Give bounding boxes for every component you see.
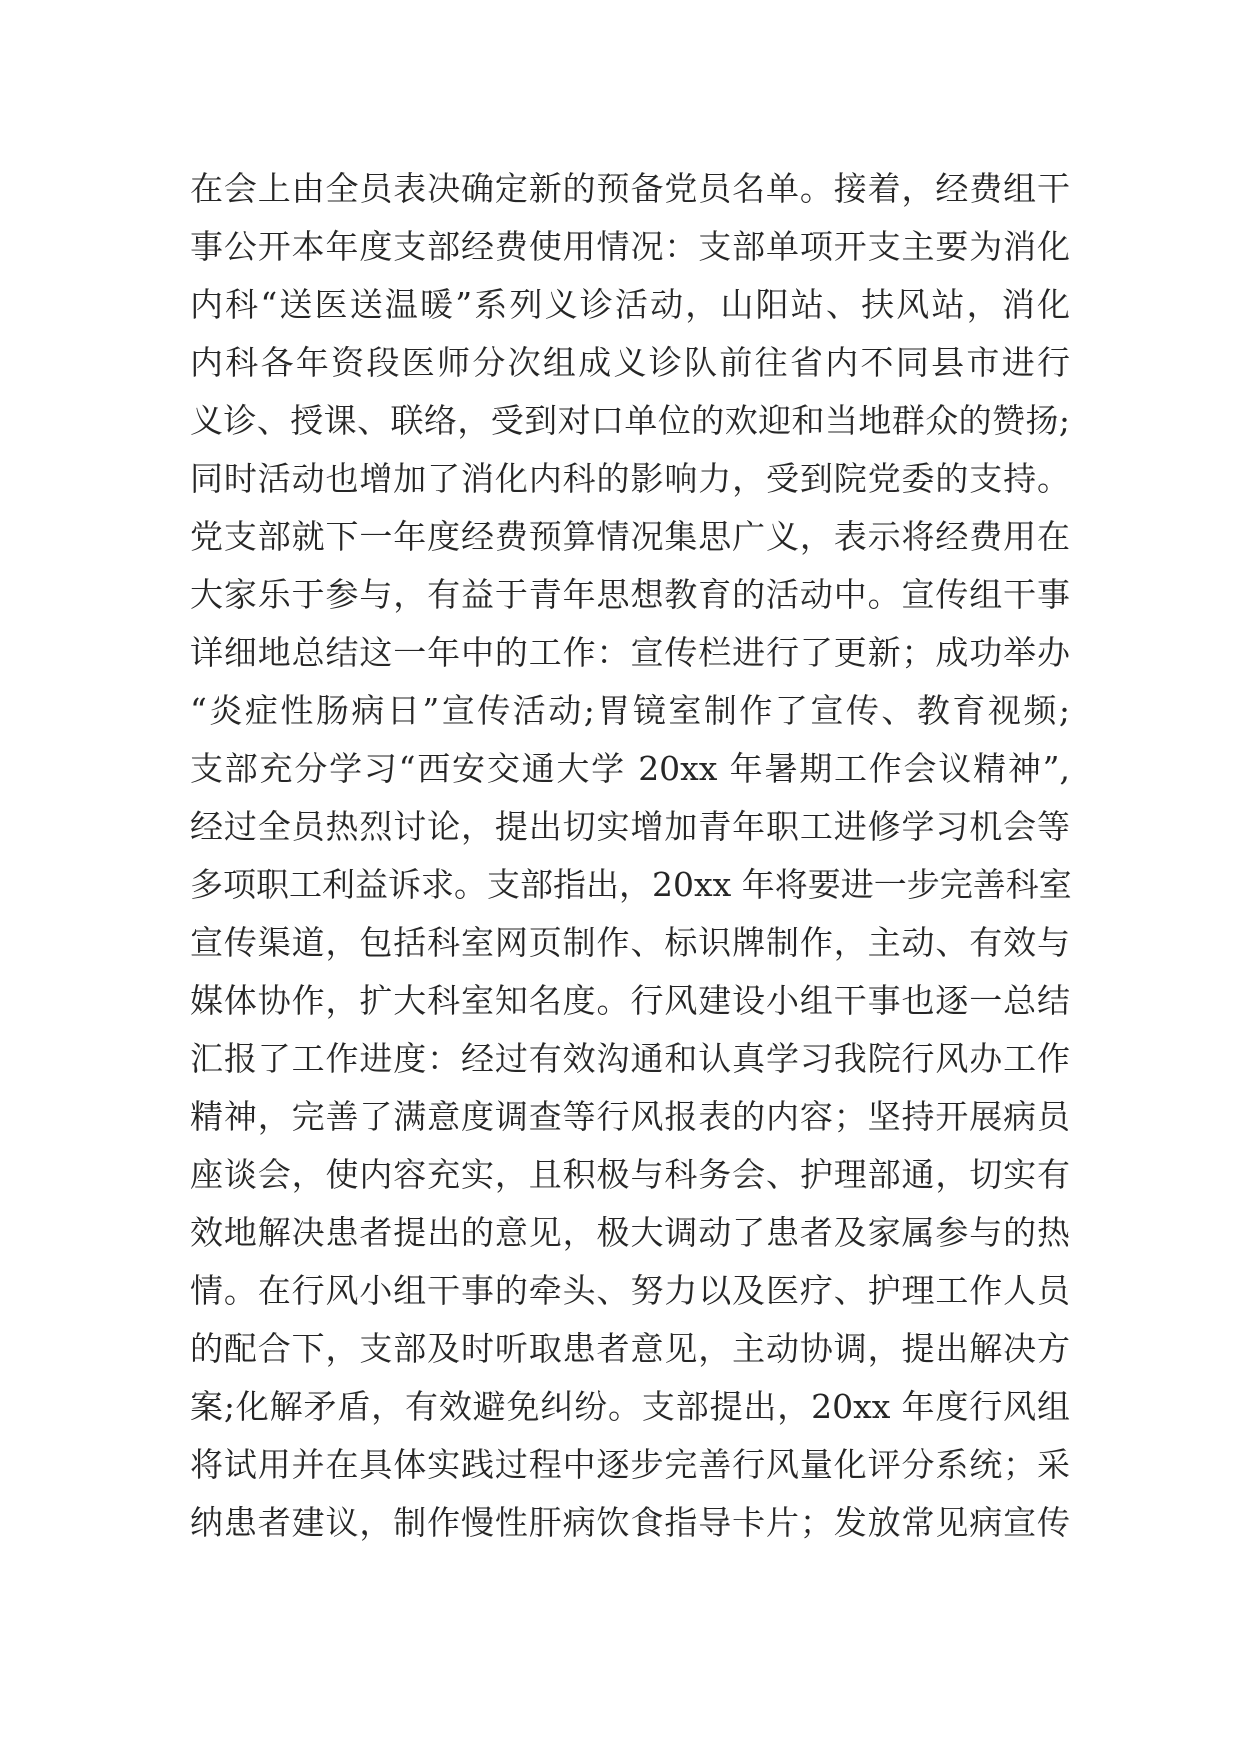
text-line: 在会上由全员表决确定新的预备党员名单。接着，经费组干 xyxy=(190,169,1070,208)
text-line: 内科各年资段医师分次组成义诊队前往省内不同县市进行 xyxy=(190,343,1070,382)
text-line: 党支部就下一年度经费预算情况集思广义，表示将经费用在 xyxy=(190,517,1070,556)
text-line: 内科“送医送温暖”系列义诊活动，山阳站、扶风站，消化 xyxy=(190,285,1070,324)
text-line: 情。在行风小组干事的牵头、努力以及医疗、护理工作人员 xyxy=(190,1271,1070,1310)
text-line: 汇报了工作进度：经过有效沟通和认真学习我院行风办工作 xyxy=(190,1039,1070,1078)
text-line: 的配合下，支部及时听取患者意见，主动协调，提出解决方 xyxy=(190,1329,1070,1368)
text-line: 纳患者建议，制作慢性肝病饮食指导卡片；发放常见病宣传 xyxy=(190,1503,1070,1542)
text-line: 支部充分学习“西安交通大学 20xx 年暑期工作会议精神”, xyxy=(190,749,1070,788)
text-line: 案;化解矛盾，有效避免纠纷。支部提出，20xx 年度行风组 xyxy=(190,1387,1070,1426)
text-line: 将试用并在具体实践过程中逐步完善行风量化评分系统；采 xyxy=(190,1445,1070,1484)
body-text xyxy=(190,160,1070,1552)
text-line: 多项职工利益诉求。支部指出，20xx 年将要进一步完善科室 xyxy=(190,865,1072,904)
text-line: 同时活动也增加了消化内科的影响力，受到院党委的支持。 xyxy=(190,459,1070,498)
text-line: “炎症性肠病日”宣传活动;胃镜室制作了宣传、教育视频; xyxy=(190,691,1070,730)
text-line: 事公开本年度支部经费使用情况：支部单项开支主要为消化 xyxy=(190,227,1070,266)
text-line: 精神，完善了满意度调查等行风报表的内容；坚持开展病员 xyxy=(190,1097,1070,1136)
text-line: 义诊、授课、联络，受到对口单位的欢迎和当地群众的赞扬; xyxy=(190,401,1070,440)
text-line: 效地解决患者提出的意见，极大调动了患者及家属参与的热 xyxy=(190,1213,1070,1252)
text-line: 经过全员热烈讨论，提出切实增加青年职工进修学习机会等 xyxy=(190,807,1070,846)
text-line: 座谈会，使内容充实，且积极与科务会、护理部通，切实有 xyxy=(190,1155,1070,1194)
text-line: 大家乐于参与，有益于青年思想教育的活动中。宣传组干事 xyxy=(190,575,1070,614)
text-line: 媒体协作，扩大科室知名度。行风建设小组干事也逐一总结 xyxy=(190,981,1070,1020)
text-line: 宣传渠道，包括科室网页制作、标识牌制作，主动、有效与 xyxy=(190,923,1070,962)
text-line: 详细地总结这一年中的工作：宣传栏进行了更新；成功举办 xyxy=(190,633,1070,672)
